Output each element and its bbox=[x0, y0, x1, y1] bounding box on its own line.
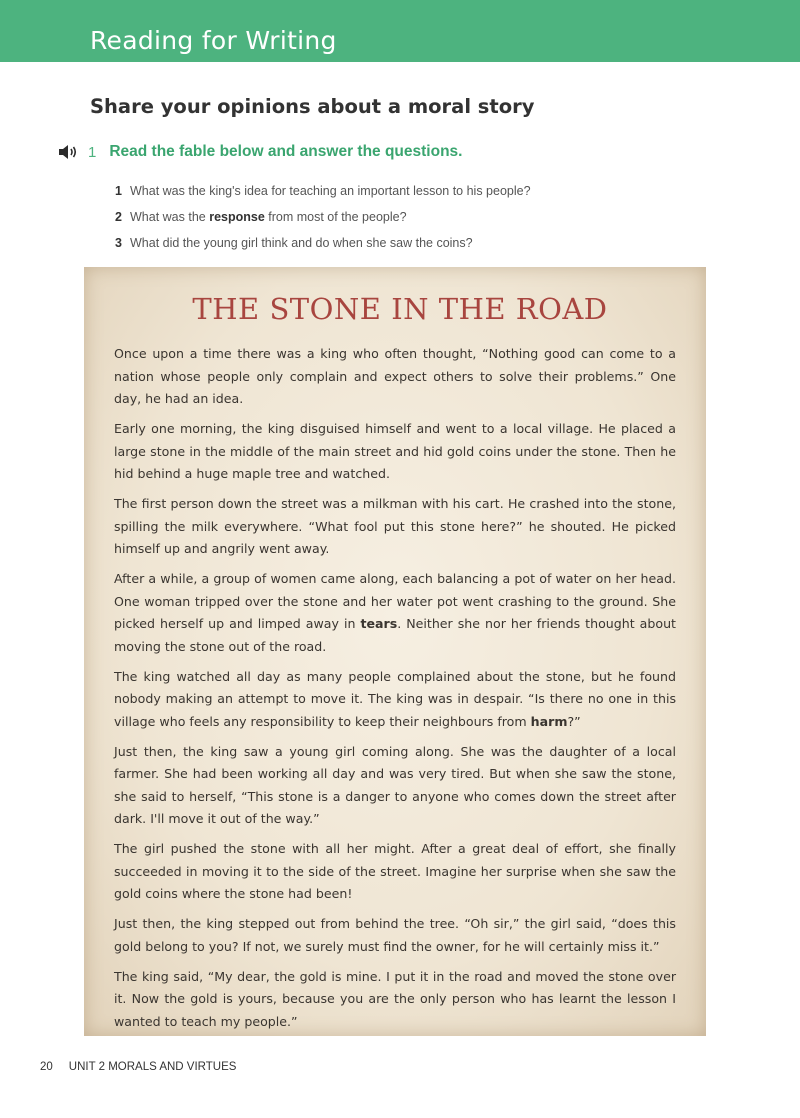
question-text: What was the response from most of the people? bbox=[130, 210, 407, 224]
story-paragraph: Just then, the king saw a young girl coming along. She was the daughter of a local farmer. She had been working all day and was very tired. But when she saw the stone, she said to herself, “This stone is a danger to anyone who comes down the street after dark. I'll move it out of the way.” bbox=[114, 743, 676, 826]
story-paragraph: Just then, the king stepped out from behind the tree. “Oh sir,” the girl said, “does this gold belong to you? If not, we surely must find the owner, for he will certainly miss it.” bbox=[114, 916, 676, 954]
header-banner bbox=[0, 0, 800, 62]
story-paragraph: After a while, a group of women came along, each balancing a pot of water on her head. One woman tripped over the stone and her water pot went crashing to the ground. She picked herself up and limped away in tears. Neither she nor her friends thought about moving the stone out of the road. bbox=[114, 571, 676, 654]
question-item bbox=[115, 204, 531, 230]
page-footer bbox=[40, 1061, 236, 1073]
speaker-icon[interactable] bbox=[58, 143, 80, 161]
section-heading: Share your opinions about a moral story bbox=[90, 95, 535, 118]
keyword-harm: harm bbox=[530, 713, 568, 729]
question-item bbox=[115, 178, 531, 204]
activity-header bbox=[58, 141, 462, 163]
story-paragraph: The king watched all day as many people complained about the stone, but he found nobody making an attempt to move it. The king was in despair. “Is there no one in this village who feels any responsibility to keep their neighbours from harm?” bbox=[114, 668, 676, 729]
page-title: Reading for Writing bbox=[90, 26, 337, 55]
question-number: 3 bbox=[115, 236, 122, 250]
keyword-tears: tears bbox=[360, 616, 398, 631]
story-paragraph: Early one morning, the king disguised himself and went to a local village. He placed a large stone in the middle of the main street and hid gold coins under the stone. Then he hid behind a huge maple tree and watched. bbox=[114, 421, 676, 481]
story-body bbox=[114, 343, 676, 1041]
story-paragraph: The first person down the street was a milkman with his cart. He crashed into the stone, spilling the milk everywhere. “What fool put this stone here?” he shouted. He picked himself up and angrily went away. bbox=[114, 496, 676, 556]
question-number: 2 bbox=[115, 210, 122, 224]
question-list bbox=[115, 178, 531, 256]
story-paragraph: The king said, “My dear, the gold is mine. I put it in the road and moved the stone over it. Now the gold is yours, because you are the only person who has learnt the lesson I wanted to teach my people.” bbox=[114, 968, 676, 1029]
story-paragraph: Once upon a time there was a king who often thought, “Nothing good can come to a nation whose people only complain and expect others to solve their problems.” One day, he had an idea. bbox=[114, 346, 676, 406]
question-text: What was the king's idea for teaching an important lesson to his people? bbox=[130, 184, 531, 198]
activity-instruction: Read the fable below and answer the questions. bbox=[109, 143, 463, 160]
unit-label: UNIT 2 MORALS AND VIRTUES bbox=[68, 1061, 237, 1073]
question-item bbox=[115, 230, 531, 256]
page-number: 20 bbox=[40, 1061, 53, 1073]
keyword-response: response bbox=[209, 210, 265, 224]
story-title: THE STONE IN THE ROAD bbox=[192, 292, 608, 326]
question-number: 1 bbox=[115, 184, 122, 198]
activity-number: 1 bbox=[88, 143, 97, 161]
story-paragraph: The girl pushed the stone with all her might. After a great deal of effort, she finally succeeded in moving it to the side of the street. Imagine her surprise when she saw the gold coins where the stone had been! bbox=[114, 841, 676, 901]
question-text: What did the young girl think and do when she saw the coins? bbox=[130, 236, 473, 250]
